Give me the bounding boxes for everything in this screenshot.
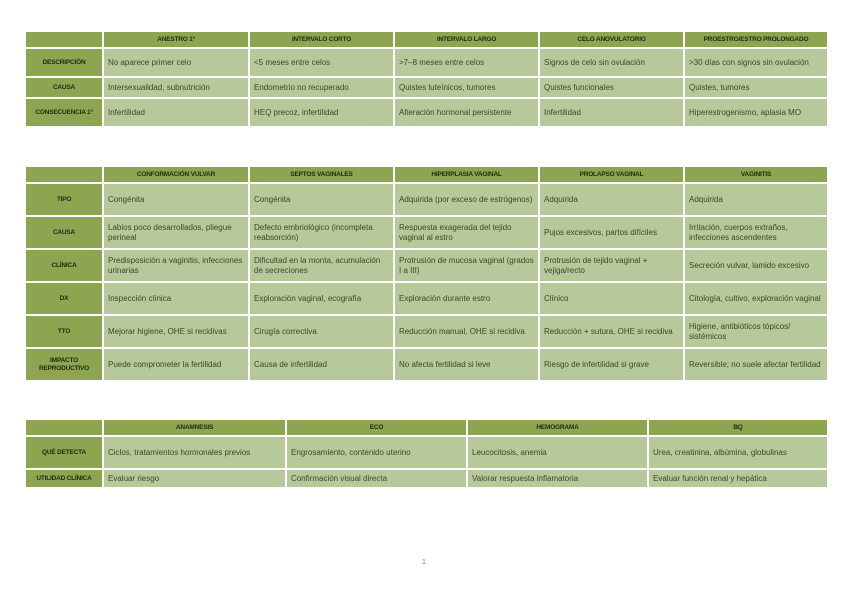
table-cell: Exploración durante estro bbox=[395, 283, 538, 314]
table-cell: Leucocitosis, anemia bbox=[468, 437, 647, 468]
table-cell: Adquirida bbox=[685, 184, 827, 215]
table-cell: Congénita bbox=[250, 184, 393, 215]
table-cell: Evaluar riesgo bbox=[104, 470, 285, 487]
table-cell: Citología, cultivo, exploración vaginal bbox=[685, 283, 827, 314]
col-header: PROLAPSO VAGINAL bbox=[540, 167, 683, 182]
row-header: TTO bbox=[26, 316, 102, 347]
table-cell: Adquirida (por exceso de estrógenos) bbox=[395, 184, 538, 215]
row-header: DX bbox=[26, 283, 102, 314]
table-cell: Signos de celo sin ovulación bbox=[540, 49, 683, 76]
col-header: ANESTRO 1º bbox=[104, 32, 248, 47]
table-cell: Higiene, antibióticos tópicos/ sistémicos bbox=[685, 316, 827, 347]
table-row bbox=[26, 49, 827, 76]
table-cell: No aparece primer celo bbox=[104, 49, 248, 76]
table-cell: Reducción + sutura, OHE si recidiva bbox=[540, 316, 683, 347]
table-cell: HEQ precoz, infertilidad bbox=[250, 99, 393, 126]
col-header: HEMOGRAMA bbox=[468, 420, 647, 435]
table-row bbox=[26, 184, 827, 215]
table-cell: Infertilidad bbox=[540, 99, 683, 126]
table-cell: Cirugía correctiva bbox=[250, 316, 393, 347]
table-row bbox=[26, 349, 827, 380]
col-header: INTERVALO LARGO bbox=[395, 32, 538, 47]
table-cell: Congénita bbox=[104, 184, 248, 215]
table-cell: Ciclos, tratamientos hormonales previos bbox=[104, 437, 285, 468]
col-header: INTERVALO CORTO bbox=[250, 32, 393, 47]
table-cell: No afecta fertilidad si leve bbox=[395, 349, 538, 380]
table-cell: Causa de infertilidad bbox=[250, 349, 393, 380]
table-cell: Engrosamiento, contenido uterino bbox=[287, 437, 466, 468]
table-cell: Hiperestrogenismo, aplasia MO bbox=[685, 99, 827, 126]
table-cell: Infertilidad bbox=[104, 99, 248, 126]
corner-cell bbox=[26, 167, 102, 182]
table-cell: Dificultad en la monta, acumulación de secreciones bbox=[250, 250, 393, 281]
table-cell: Protrusión de mucosa vaginal (grados I a III) bbox=[395, 250, 538, 281]
col-header: SEPTOS VAGINALES bbox=[250, 167, 393, 182]
table-cell: Quistes funcionales bbox=[540, 78, 683, 97]
table-cell: Irritación, cuerpos extraños, infecciones ascendentes bbox=[685, 217, 827, 248]
table-cell: Quistes luteínicos, tumores bbox=[395, 78, 538, 97]
table-cell: Pujos excesivos, partos difíciles bbox=[540, 217, 683, 248]
corner-cell bbox=[26, 32, 102, 47]
table-cell: Confirmación visual directa bbox=[287, 470, 466, 487]
table-cell: Puede comprometer la fertilidad bbox=[104, 349, 248, 380]
col-header: CELO ANOVULATORIO bbox=[540, 32, 683, 47]
table-ciclo-estral bbox=[24, 30, 829, 128]
table-cell: Valorar respuesta inflamatoria bbox=[468, 470, 647, 487]
table-cell: Labios poco desarrollados, pliegue perineal bbox=[104, 217, 248, 248]
page-number: 1 bbox=[422, 559, 426, 566]
row-header: QUÉ DETECTA bbox=[26, 437, 102, 468]
table-row bbox=[26, 99, 827, 126]
row-header: CLÍNICA bbox=[26, 250, 102, 281]
table-cell: Reversible; no suele afectar fertilidad bbox=[685, 349, 827, 380]
corner-cell bbox=[26, 420, 102, 435]
table-diagnostico bbox=[24, 418, 829, 489]
table-row bbox=[26, 470, 827, 487]
table-cell: Adquirida bbox=[540, 184, 683, 215]
table-cell: Riesgo de infertilidad si grave bbox=[540, 349, 683, 380]
table-row bbox=[26, 217, 827, 248]
table-cell: Reducción manual, OHE si recidiva bbox=[395, 316, 538, 347]
col-header: ECO bbox=[287, 420, 466, 435]
row-header: DESCRIPCIÓN bbox=[26, 49, 102, 76]
table-row bbox=[26, 250, 827, 281]
row-header: CAUSA bbox=[26, 78, 102, 97]
table-cell: <5 meses entre celos bbox=[250, 49, 393, 76]
row-header: CONSECUENCIA 1º bbox=[26, 99, 102, 126]
col-header: HIPERPLASIA VAGINAL bbox=[395, 167, 538, 182]
table-row bbox=[26, 78, 827, 97]
table-cell: Quistes, tumores bbox=[685, 78, 827, 97]
col-header: VAGINITIS bbox=[685, 167, 827, 182]
table-row bbox=[26, 437, 827, 468]
row-header: UTILIDAD CLÍNICA bbox=[26, 470, 102, 487]
table-patologia-vaginal bbox=[24, 165, 829, 382]
table-row bbox=[26, 316, 827, 347]
table-cell: Protrusión de tejido vaginal + vejiga/recto bbox=[540, 250, 683, 281]
col-header: BQ bbox=[649, 420, 827, 435]
table-cell: Urea, creatinina, albúmina, globulinas bbox=[649, 437, 827, 468]
row-header: IMPACTO REPRODUCTIVO bbox=[26, 349, 102, 380]
table-cell: Defecto embriológico (incompleta reabsorción) bbox=[250, 217, 393, 248]
col-header: ANAMNESIS bbox=[104, 420, 285, 435]
table-cell: Clínico bbox=[540, 283, 683, 314]
table-cell: Alteración hormonal persistente bbox=[395, 99, 538, 126]
table-cell: Respuesta exagerada del tejido vaginal al estro bbox=[395, 217, 538, 248]
table-cell: Secreción vulvar, lamido excesivo bbox=[685, 250, 827, 281]
table-cell: Exploración vaginal, ecografía bbox=[250, 283, 393, 314]
table-cell: Predisposición a vaginitis, infecciones urinarias bbox=[104, 250, 248, 281]
table-cell: Intersexualidad, subnutrición bbox=[104, 78, 248, 97]
row-header: CAUSA bbox=[26, 217, 102, 248]
table-header-row bbox=[26, 32, 827, 47]
table-header-row bbox=[26, 420, 827, 435]
table-cell: Inspección clínica bbox=[104, 283, 248, 314]
row-header: TIPO bbox=[26, 184, 102, 215]
table-cell: >7–8 meses entre celos bbox=[395, 49, 538, 76]
table-cell: Mejorar higiene, OHE si recidivas bbox=[104, 316, 248, 347]
table-header-row bbox=[26, 167, 827, 182]
table-cell: Evaluar función renal y hepática bbox=[649, 470, 827, 487]
table-cell: >30 días con signos sin ovulación bbox=[685, 49, 827, 76]
col-header: PROESTRO/ESTRO PROLONGADO bbox=[685, 32, 827, 47]
col-header: CONFORMACIÓN VULVAR bbox=[104, 167, 248, 182]
table-row bbox=[26, 283, 827, 314]
table-cell: Endometrio no recuperado bbox=[250, 78, 393, 97]
